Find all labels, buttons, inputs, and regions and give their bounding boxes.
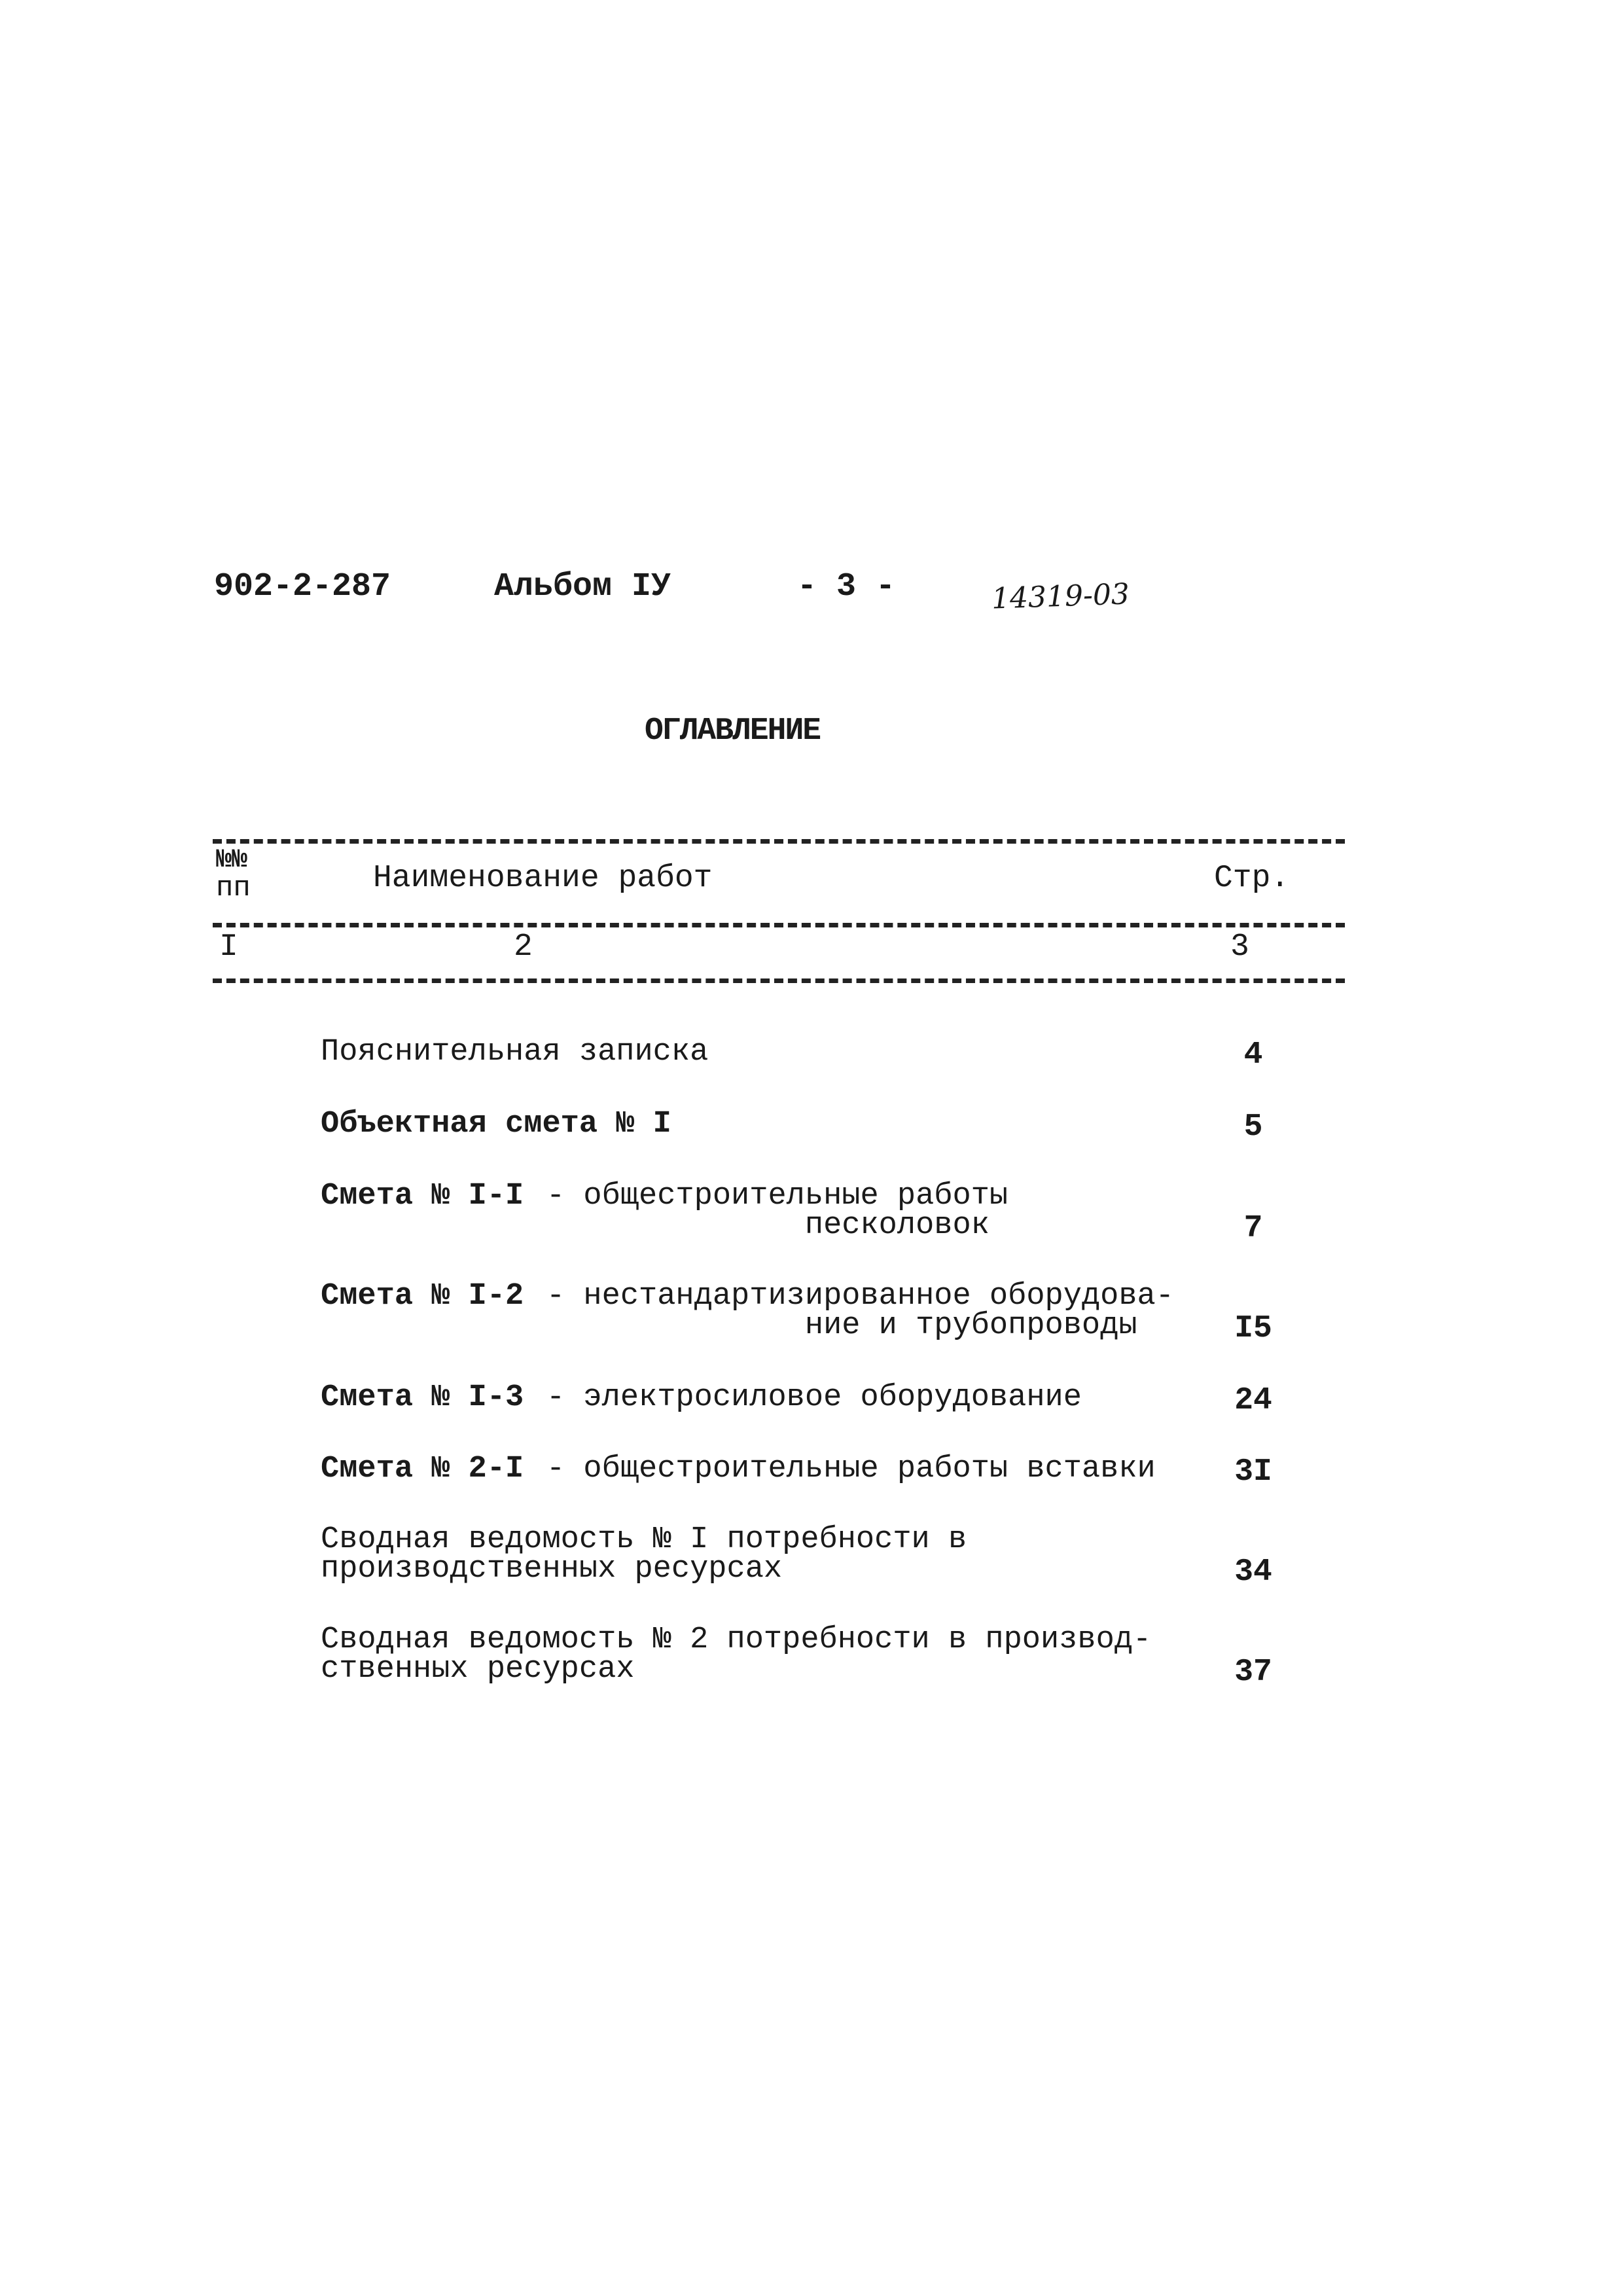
column-number-1: I	[219, 929, 238, 965]
album-label: Альбом IУ	[494, 568, 671, 605]
divider-top	[213, 839, 1345, 844]
col1-header-pp: пп	[216, 872, 251, 905]
divider-bottom	[213, 978, 1345, 983]
toc-entry-prefix: Смета № I-3	[321, 1380, 524, 1415]
page-number: - 3 -	[797, 568, 896, 605]
column-number-2: 2	[514, 929, 533, 965]
divider-middle	[213, 923, 1345, 927]
toc-entry-prefix: Смета № I-I	[321, 1179, 524, 1213]
toc-entry-page: I5	[1234, 1311, 1272, 1346]
toc-entry-page: 7	[1243, 1211, 1263, 1246]
col3-header: Стр.	[1214, 861, 1290, 896]
toc-entry-text: - общестроительные работы песколовок	[546, 1179, 1008, 1243]
toc-entry-page: 37	[1234, 1655, 1272, 1690]
toc-entry-page: 5	[1243, 1109, 1263, 1145]
toc-entry-text: Сводная ведомость № 2 потребности в производ- ственных ресурсах	[321, 1623, 1152, 1687]
toc-entry-page: 24	[1234, 1383, 1272, 1418]
col2-header: Наименование работ	[373, 861, 713, 896]
col1-header-number-sign: №№	[216, 846, 248, 875]
toc-entry-page: 3I	[1234, 1454, 1272, 1490]
toc-entry-text: - общестроительные работы вставки	[546, 1452, 1156, 1486]
doc-code: 902-2-287	[214, 568, 391, 605]
toc-entry-prefix: Смета № I-2	[321, 1279, 524, 1314]
toc-entry-page: 34	[1234, 1554, 1272, 1590]
handwritten-code: 14319-03	[991, 577, 1130, 616]
toc-entry-prefix: Смета № 2-I	[321, 1452, 524, 1486]
toc-entry-prefix: Объектная смета № I	[321, 1107, 671, 1141]
toc-entry-text: Пояснительная записка	[321, 1035, 709, 1069]
page-title: ОГЛАВЛЕНИЕ	[645, 713, 821, 749]
toc-entry-page: 4	[1243, 1037, 1263, 1073]
toc-entry-text: Сводная ведомость № I потребности в производственных ресурсах	[321, 1522, 967, 1587]
toc-entry-text: - нестандартизированное оборудова- ние и трубопроводы	[546, 1279, 1174, 1343]
column-number-3: 3	[1230, 929, 1249, 965]
toc-entry-text: - электросиловое оборудование	[546, 1380, 1082, 1415]
